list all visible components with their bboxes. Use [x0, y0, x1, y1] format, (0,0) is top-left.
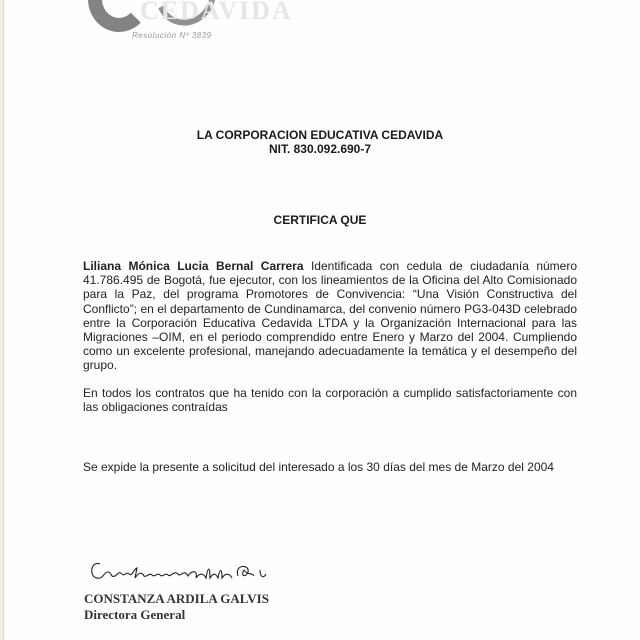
logo-wordmark: CEDAVIDA	[140, 0, 293, 25]
signature-block	[84, 591, 269, 623]
signer-name: CONSTANZA ARDILA GALVIS	[84, 591, 269, 606]
scan-edge	[0, 0, 5, 640]
document-header	[0, 128, 640, 156]
logo-resolution: Resolución Nº 3839	[132, 31, 212, 40]
paragraph-certification	[83, 259, 577, 373]
paragraph-issuance: Se expide la presente a solicitud del interesado a los 30 días del mes de Marzo del 2004	[83, 460, 554, 474]
signer-role: Directora General	[84, 607, 186, 622]
organization-name: LA CORPORACION EDUCATIVA CEDAVIDA	[196, 128, 444, 142]
cedavida-logo	[60, 0, 300, 48]
paragraph1-text: Identificada con cedula de ciudadanía número 41.786.495 de Bogotá, fue ejecutor, con los lineamientos de la Oficina del Alto Comisionado para la Paz, del programa Promotores de Convivencia: “Una Visión Constructiva del Conflicto”; en el departamento de Cundinamarca, del convenio número PG3-043D celebrado entre la Corporación Educativa Cedavida LTDA y la Organización Internacional para las Migraciones –OIM, en el periodo comprendido entre Enero y Marzo del 2004. Cumpliendo como un excelente profesional, manejando adecuadamente la temática y el desempeño del grupo.	[83, 259, 578, 373]
certificate-title: CERTIFICA QUE	[273, 213, 367, 227]
organization-nit: NIT. 830.092.690-7	[268, 142, 372, 156]
person-name: Liliana Mónica Lucia Bernal Carrera	[83, 259, 304, 273]
paragraph-contracts: En todos los contratos que ha tenido con la corporación a cumplido satisfactoriamente con las obligaciones contraídas	[83, 386, 577, 415]
signature-icon	[88, 556, 288, 586]
